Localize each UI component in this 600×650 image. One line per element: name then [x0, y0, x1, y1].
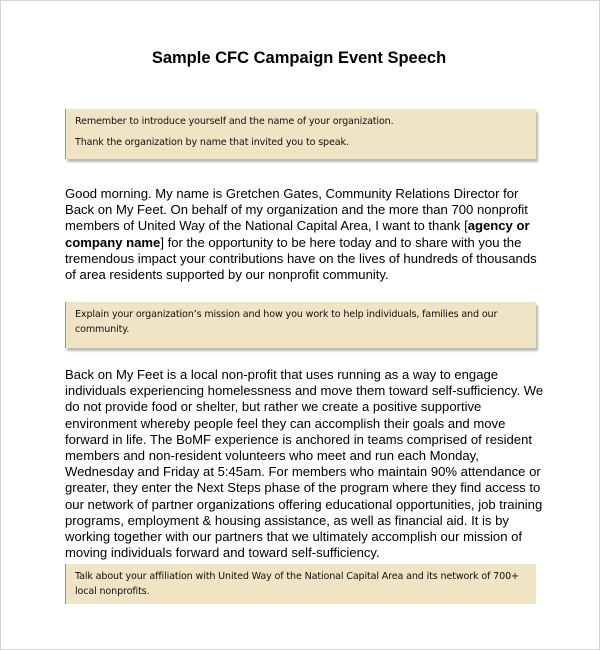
speech-paragraph-mission: Back on My Feet is a local non-profit that uses running as a way to engage individuals experiencing homelessness and move them toward self-sufficiency. We do not provide food or shelter, but rather we create a positive supportive environment whereby people feel they can accomplish their goals and move forward in life. The BoMF experience is anchored in teams comprised of resident members and non-resident volunteers who meet and run each Monday, Wednesday and Friday at 5:45am. For members who maintain 90% attendance or greater, they enter the Next Steps phase of the program where they find access to our network of partner organizations offering educational opportunities, job training programs, employment & housing assistance, as well as financial aid. It is by working together with our partners that we ultimately accomplish our mission of moving individuals forward and toward self-sufficiency. [65, 367, 544, 561]
paragraph-text: Good morning. My name is Gretchen Gates, Community Relations Director for Back on My Feet. On behalf of my organization and the more than 700 nonprofit members of United Way of the National Capital Area, I want to thank [ [65, 186, 528, 234]
instruction-note-mission [65, 302, 536, 348]
note-line: Talk about your affiliation with United Way of the National Capital Area and its network of 700+ local nonprofits. [75, 571, 519, 597]
note-line: Thank the organization by name that invited you to speak. [75, 137, 349, 148]
note-line: Remember to introduce yourself and the name of your organization. [75, 116, 394, 127]
instruction-note-introduction [65, 109, 536, 159]
note-line: Explain your organization’s mission and how you work to help individuals, families and our community. [75, 309, 498, 335]
speech-paragraph-greeting [65, 186, 545, 283]
paragraph-text: ] for the opportunity to be here today and to share with you the tremendous impact your contributions have on the lives of hundreds of thousands of area residents supported by our nonprofit community. [65, 234, 537, 283]
document-title: Sample CFC Campaign Event Speech [151, 49, 447, 67]
placeholder-agency-name: agency or company name [65, 218, 530, 250]
instruction-note-affiliation [65, 564, 536, 604]
